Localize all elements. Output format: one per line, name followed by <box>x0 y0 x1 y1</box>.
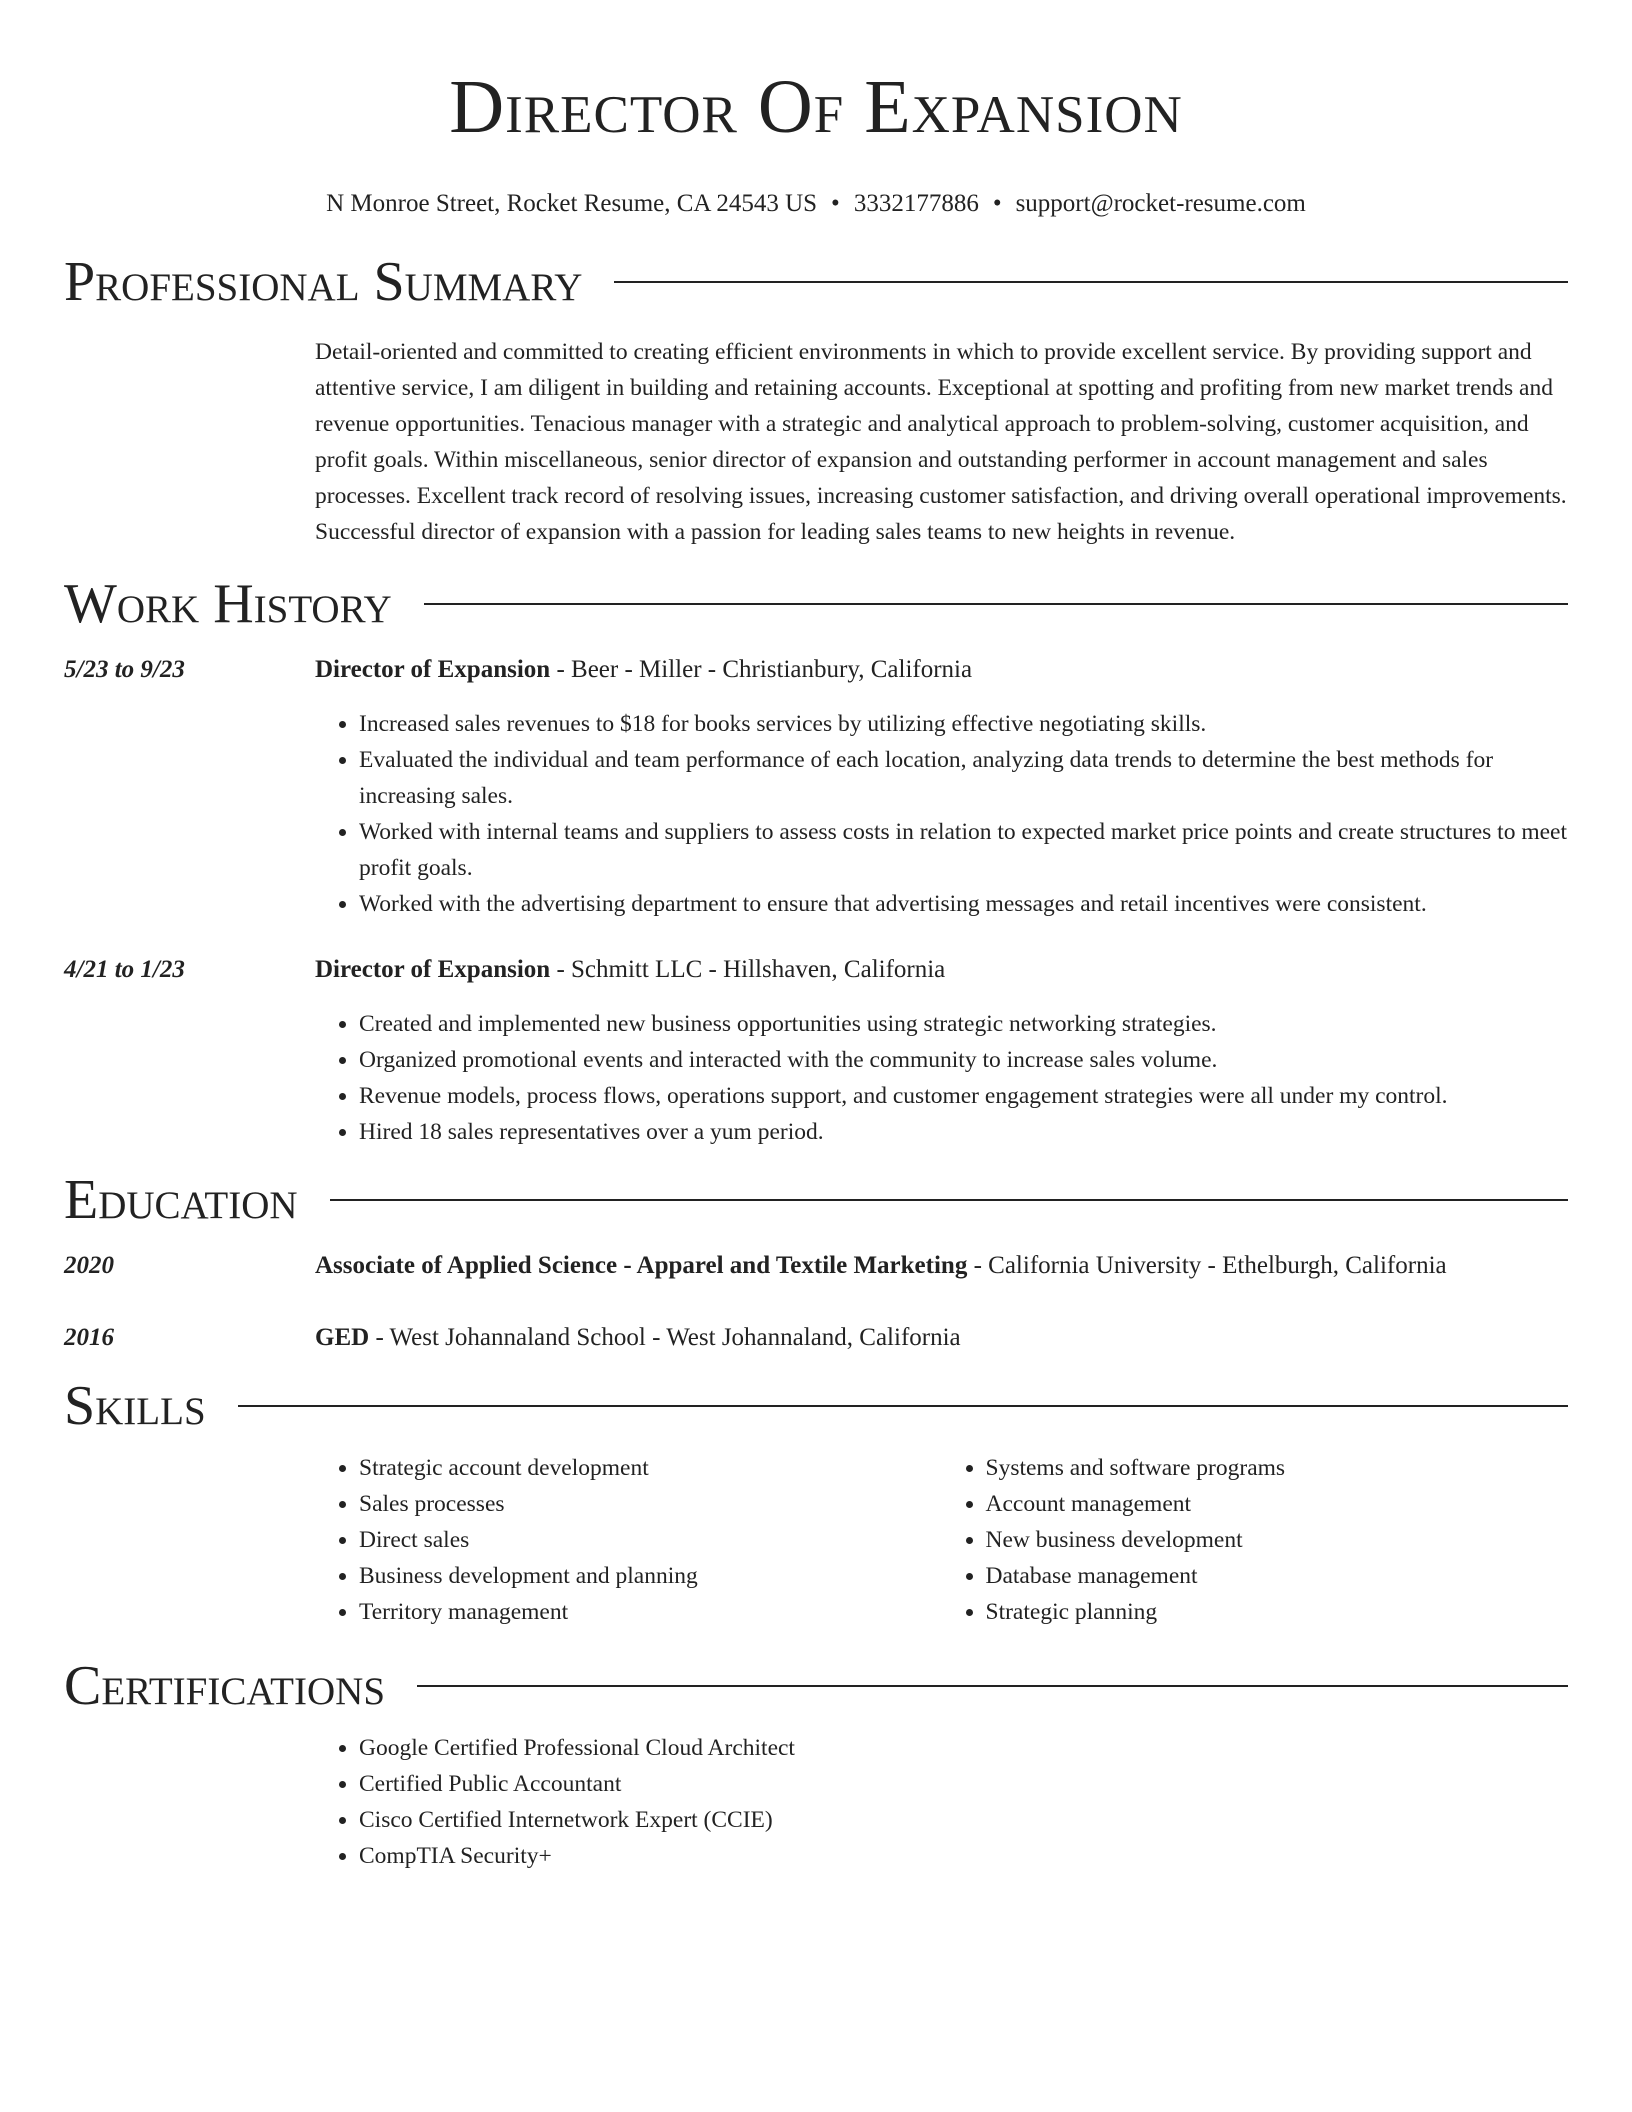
email: support@rocket-resume.com <box>1015 190 1306 217</box>
list-item: • Evaluated the individual and team performance of each location, analyzing data trends to determine the best methods for increasing sales. <box>359 742 1568 814</box>
job-entry <box>64 652 1568 922</box>
certifications-section-header <box>64 1656 1568 1716</box>
job-dates: 5/23 to 9/23 <box>64 656 185 683</box>
label-spacer <box>64 1450 315 1630</box>
list-item: • Cisco Certified Internetwork Expert (CCIE) <box>359 1802 1568 1838</box>
job-bullets <box>315 1006 1568 1150</box>
job-role: Director of Expansion <box>315 656 551 683</box>
skills-list-right <box>942 1450 1569 1630</box>
phone: 3332177886 <box>853 190 979 217</box>
education-details: - West Johannaland School - West Johannaland, California <box>369 1324 961 1351</box>
education-degree: GED <box>315 1324 370 1351</box>
job-heading <box>315 952 1568 988</box>
education-details: - California University - Ethelburgh, California <box>967 1252 1447 1279</box>
skills-columns <box>315 1450 1568 1630</box>
job-entry <box>64 952 1568 1150</box>
list-item: • Revenue models, process flows, operations support, and customer engagement strategies were all under my control. <box>359 1078 1568 1114</box>
summary-section-title: Professional Summary <box>64 251 583 313</box>
list-item: • Direct sales <box>359 1522 942 1558</box>
list-item: • Sales processes <box>359 1486 942 1522</box>
education-heading <box>315 1248 1568 1284</box>
job-details: - Beer - Miller - Christianbury, California <box>550 656 973 683</box>
work-section-title: Work History <box>64 573 392 635</box>
separator-dot: • <box>831 190 840 217</box>
list-item: • Account management <box>986 1486 1569 1522</box>
summary-row <box>64 334 1568 550</box>
summary-text: Detail-oriented and committed to creating efficient environments in which to provide excellent service. By providing support and attentive service, I am diligent in building and retaining accounts. Exceptional at spotting and profiting from new market trends and revenue opportunities. Tenacious manager with a strategic and analytical approach to problem-solving, customer acquisition, and profit goals. Within miscellaneous, senior director of expansion and outstanding performer in account management and sales processes. Excellent track record of resolving issues, increasing customer satisfaction, and driving overall operational improvements. Successful director of expansion with a passion for leading sales teams to new heights in revenue. <box>315 339 1567 545</box>
list-item: • Territory management <box>359 1594 942 1630</box>
section-divider <box>417 1685 1568 1687</box>
skills-section-title: Skills <box>64 1375 206 1437</box>
skills-section-header <box>64 1376 1568 1436</box>
certifications-row <box>64 1730 1568 1874</box>
list-item: • Business development and planning <box>359 1558 942 1594</box>
job-bullets <box>315 706 1568 922</box>
education-entry <box>64 1248 1568 1284</box>
address: N Monroe Street, Rocket Resume, CA 24543 US <box>326 190 818 217</box>
label-spacer <box>64 334 315 550</box>
separator-dot: • <box>992 190 1002 217</box>
resume-name: Director Of Expansion <box>449 65 1183 149</box>
section-divider <box>614 281 1568 283</box>
education-section-title: Education <box>64 1169 298 1231</box>
job-dates: 4/21 to 1/23 <box>64 956 185 983</box>
skills-list-left <box>315 1450 942 1630</box>
education-section-header <box>64 1170 1568 1230</box>
education-year: 2016 <box>64 1324 114 1351</box>
list-item: • Created and implemented new business opportunities using strategic networking strategies. <box>359 1006 1568 1042</box>
list-item: • Organized promotional events and interacted with the community to increase sales volume. <box>359 1042 1568 1078</box>
list-item: • Strategic account development <box>359 1450 942 1486</box>
job-role: Director of Expansion <box>315 956 551 983</box>
section-divider <box>424 603 1568 605</box>
summary-section-header <box>64 252 1568 312</box>
list-item: • Certified Public Accountant <box>359 1766 1568 1802</box>
education-heading <box>315 1320 1568 1356</box>
job-heading <box>315 652 1568 688</box>
education-year: 2020 <box>64 1252 114 1279</box>
list-item: • Worked with the advertising department to ensure that advertising messages and retail incentives were consistent. <box>359 886 1568 922</box>
certifications-list <box>315 1730 1568 1874</box>
skills-row <box>64 1450 1568 1630</box>
education-degree: Associate of Applied Science - Apparel and Textile Marketing <box>315 1252 968 1279</box>
section-divider <box>238 1405 1568 1407</box>
list-item: • Increased sales revenues to $18 for books services by utilizing effective negotiating skills. <box>359 706 1568 742</box>
list-item: • CompTIA Security+ <box>359 1838 1568 1874</box>
list-item: • Systems and software programs <box>986 1450 1569 1486</box>
work-section-header <box>64 574 1568 634</box>
job-details: - Schmitt LLC - Hillshaven, California <box>550 956 946 983</box>
list-item: • Worked with internal teams and suppliers to assess costs in relation to expected market price points and create structures to meet profit goals. <box>359 814 1568 886</box>
list-item: • New business development <box>986 1522 1569 1558</box>
list-item: • Database management <box>986 1558 1569 1594</box>
education-entry <box>64 1320 1568 1356</box>
list-item: • Google Certified Professional Cloud Architect <box>359 1730 1568 1766</box>
contact-line <box>64 188 1568 220</box>
section-divider <box>330 1199 1568 1201</box>
certifications-section-title: Certifications <box>64 1655 386 1717</box>
label-spacer <box>64 1730 315 1874</box>
list-item: • Strategic planning <box>986 1594 1569 1630</box>
list-item: • Hired 18 sales representatives over a yum period. <box>359 1114 1568 1150</box>
